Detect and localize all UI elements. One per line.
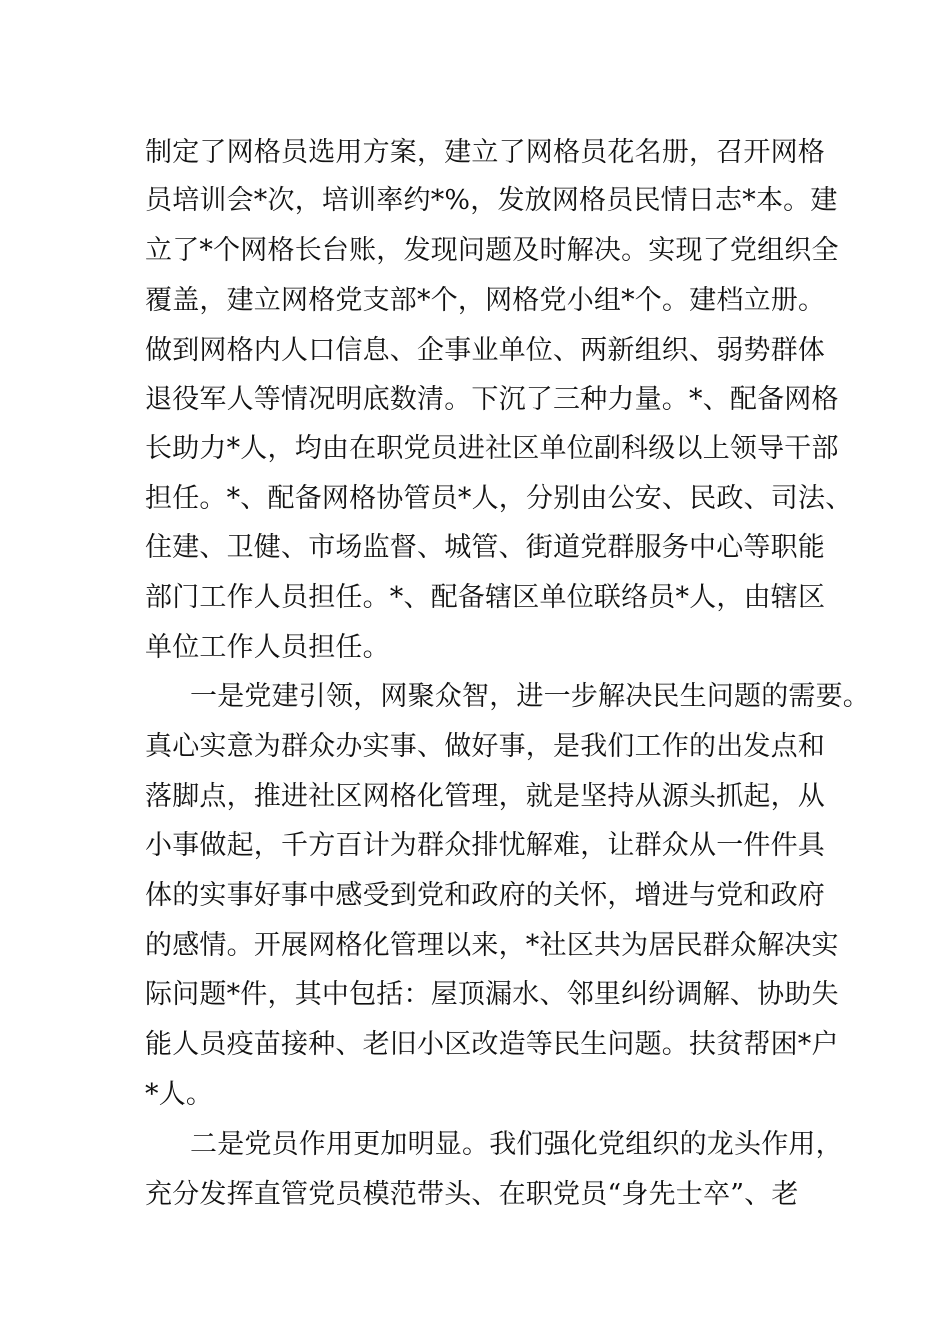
text-line: 的感情。开展网格化管理以来，*社区共为居民群众解决实 [145,930,839,961]
text-line: 制定了网格员选用方案，建立了网格员花名册，召开网格 [145,137,825,168]
text-line: 充分发挥直管党员模范带头、在职党员“身先士卒”、老 [145,1179,799,1210]
text-line: 住建、卫健、市场监督、城管、街道党群服务中心等职能 [145,532,825,563]
paragraph-start-line: 二是党员作用更加明显。我们强化党组织的龙头作用， [190,1129,843,1160]
text-line: 部门工作人员担任。*、配备辖区单位联络员*人，由辖区 [145,582,826,613]
text-line: 员培训会*次，培训率约*%，发放网格员民情日志*本。建 [145,185,838,216]
text-line: 体的实事好事中感受到党和政府的关怀，增进与党和政府 [145,880,825,911]
text-line: 担任。*、配备网格协管员*人，分别由公安、民政、司法、 [145,483,853,514]
text-line: 覆盖，建立网格党支部*个，网格党小组*个。建档立册。 [145,285,826,316]
text-line: 单位工作人员担任。 [145,632,390,663]
text-line: 小事做起，千方百计为群众排忧解难，让群众从一件件具 [145,830,825,861]
text-line: 际问题*件，其中包括：屋顶漏水、邻里纠纷调解、协助失 [145,979,839,1010]
paragraph-start-line: 一是党建引领，网聚众智，进一步解决民生问题的需要。 [190,681,870,712]
text-line: 能人员疫苗接种、老旧小区改造等民生问题。扶贫帮困*户 [145,1029,839,1060]
text-line: 做到网格内人口信息、企事业单位、两新组织、弱势群体 [145,335,825,366]
text-line: 长助力*人，均由在职党员进社区单位副科级以上领导干部 [145,433,839,464]
text-line: 真心实意为群众办实事、做好事，是我们工作的出发点和 [145,731,825,762]
text-line: 退役军人等情况明底数清。下沉了三种力量。*、配备网格 [145,384,839,415]
text-line: 落脚点，推进社区网格化管理，就是坚持从源头抓起，从 [145,781,825,812]
text-line: 立了*个网格长台账，发现问题及时解决。实现了党组织全 [145,235,839,266]
text-line: *人。 [145,1079,214,1110]
